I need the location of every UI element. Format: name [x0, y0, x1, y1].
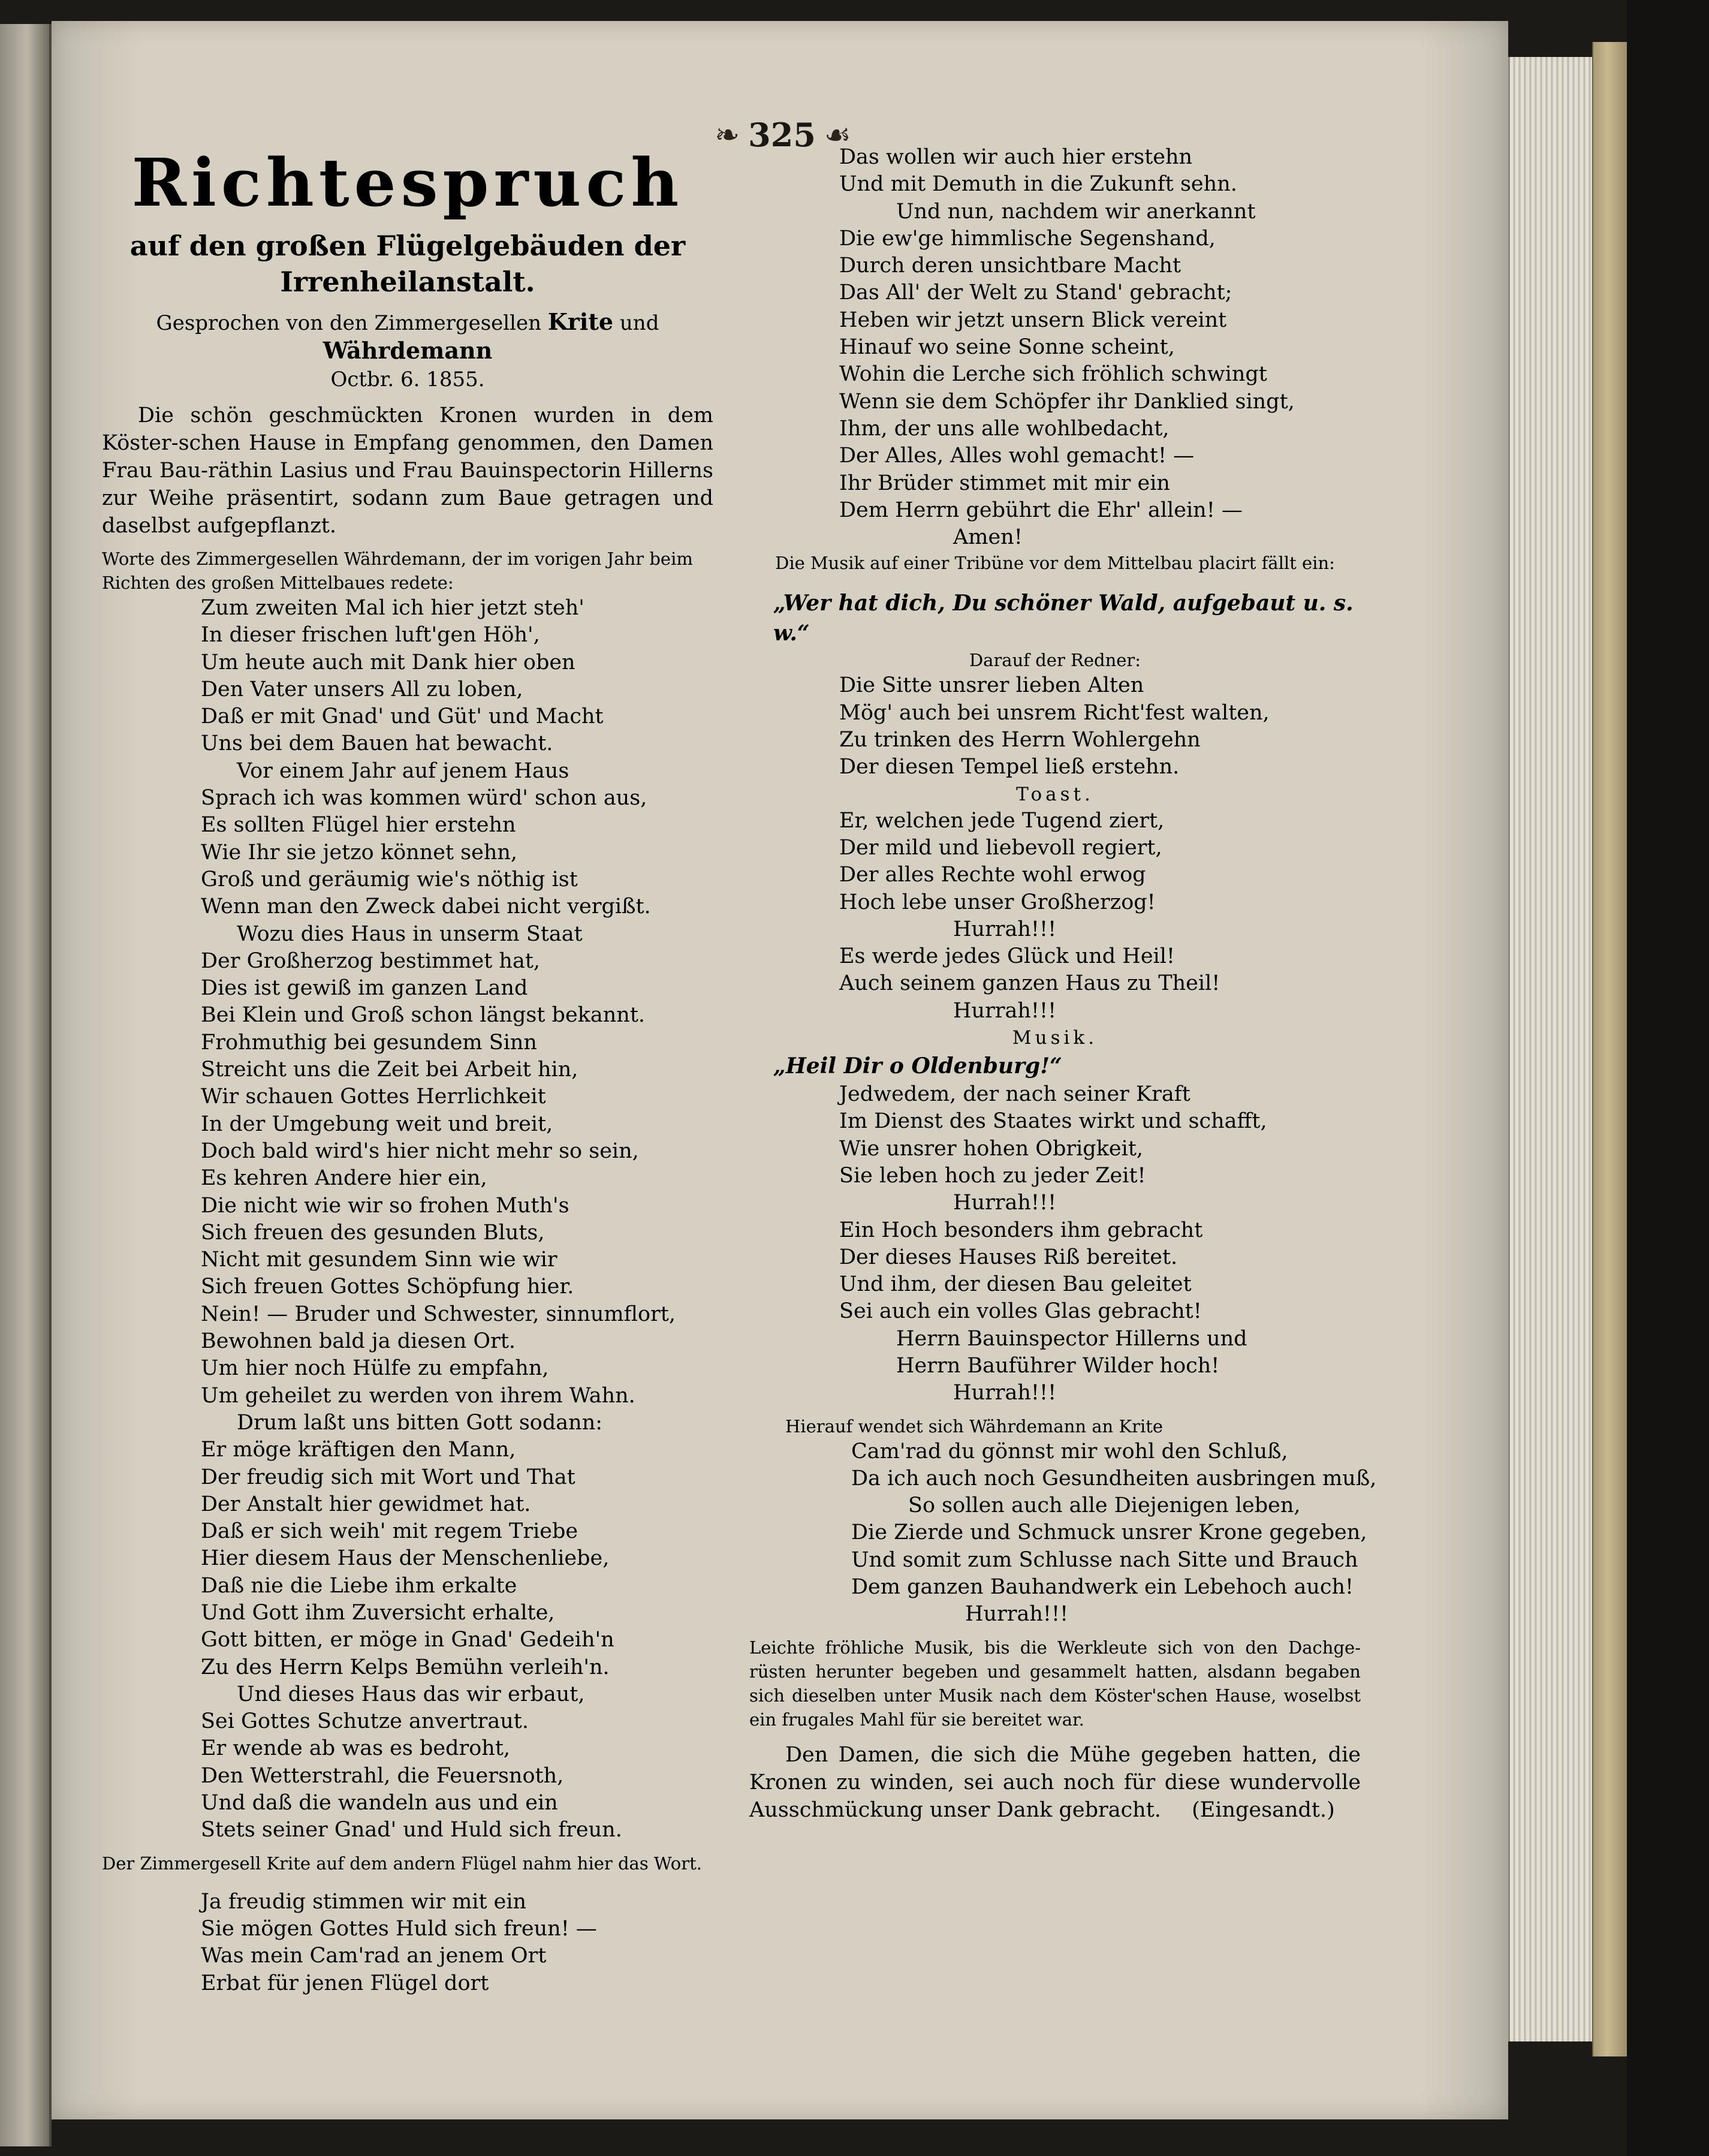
verse-line: Die Sitte unsrer lieben Alten [839, 673, 1144, 698]
verse-line: Daß nie die Liebe ihm erkalte [201, 1573, 517, 1598]
verse-line: Den Wetterstrahl, die Feuersnoth, [201, 1763, 564, 1788]
intro-paragraph [102, 402, 713, 540]
verse-line: Streicht uns die Zeit bei Arbeit hin, [201, 1058, 578, 1082]
verse-line: Wenn sie dem Schöpfer ihr Danklied singt, [839, 389, 1295, 414]
byline-name-krite: Krite [547, 308, 614, 335]
verse-line: Der mild und liebevoll regiert, [839, 835, 1162, 860]
verse-line: Um geheilet zu werden von ihrem Wahn. [201, 1383, 635, 1408]
verse-line: Groß und geräumig wie's nöthig ist [201, 867, 578, 892]
verse-line: Nicht mit gesundem Sinn wie wir [201, 1248, 557, 1272]
verse-line: Es kehren Andere hier ein, [201, 1166, 487, 1191]
verse-line: Was mein Cam'rad an jenem Ort [201, 1944, 547, 1968]
verse-line: Das All' der Welt zu Stand' gebracht; [839, 281, 1232, 305]
verse-line: Die Zierde und Schmuck unsrer Krone gegeben, [851, 1520, 1367, 1545]
verse-block-4 [839, 672, 1361, 781]
verse-line: Hurrah!!! [965, 1602, 1069, 1627]
final-note: Leichte fröhliche Musik, bis die Werkleute sich von den Dachge-rüsten herunter begeben und gesammelt hatten, alsdann begaben sich dieselben unter Musik nach dem Köster'schen Hause, woselbst ein frugales Mahl für sie bereitet war. [749, 1637, 1361, 1730]
verse-line: Erbat für jenen Flügel dort [201, 1971, 489, 1995]
verse-line: Hurrah!!! [953, 998, 1057, 1023]
verse-line: Zu trinken des Herrn Wohlergehn [839, 728, 1201, 752]
verse-line: Der dieses Hauses Riß bereitet. [839, 1245, 1178, 1269]
verse-line: Der alles Rechte wohl erwog [839, 863, 1146, 887]
right-column [749, 144, 1377, 1824]
verse-line: Und nun, nachdem wir anerkannt [896, 199, 1256, 224]
verse-line: Doch bald wird's hier nicht mehr so sein, [201, 1139, 639, 1163]
verse-block-5 [839, 808, 1361, 1025]
article-title: Richtespruch [131, 144, 684, 221]
verse-line: Und dieses Haus das wir erbaut, [237, 1682, 585, 1706]
byline-date: Octbr. 6. 1855. [330, 368, 485, 392]
verse-line: Gott bitten, er möge in Gnad' Gedeih'n [201, 1628, 614, 1652]
byline [102, 308, 713, 366]
verse-line: Drum laßt uns bitten Gott sodann: [237, 1410, 603, 1435]
verse-line: Hier diesem Haus der Menschenliebe, [201, 1546, 610, 1571]
verse-line: Sich freuen des gesunden Bluts, [201, 1220, 545, 1245]
verse-line: Wir schauen Gottes Herrlichkeit [201, 1085, 546, 1109]
verse-line: Er, welchen jede Tugend ziert, [839, 808, 1165, 833]
verse-line: In der Umgebung weit und breit, [201, 1112, 553, 1136]
verse-line: Wenn man den Zweck dabei nicht vergißt. [201, 895, 651, 919]
verse-line: Sprach ich was kommen würd' schon aus, [201, 786, 647, 811]
turn-note: Hierauf wendet sich Währdemann an Krite [785, 1416, 1164, 1437]
verse-line: Dem ganzen Bauhandwerk ein Lebehoch auch! [851, 1575, 1354, 1600]
music-note: Die Musik auf einer Tribüne vor dem Mittelbau placirt fällt ein: [775, 553, 1335, 574]
toast-heading: Toast. [1016, 783, 1094, 805]
verse-line: Ihm, der uns alle wohlbedacht, [839, 416, 1170, 441]
verse-line: Um hier noch Hülfe zu empfahn, [201, 1356, 549, 1381]
song-title-2: „Heil Dir o Oldenburg!“ [773, 1053, 1062, 1079]
verse-line: Hurrah!!! [953, 1381, 1057, 1405]
verse-block-6 [839, 1081, 1361, 1407]
intro-text: Die schön geschmückten Kronen wurden in dem Köster-schen Hause in Empfang genommen, den Damen Frau Bau-räthin Lasius und Frau Bauinspectorin Hillerns zur Weihe präsentirt, sodann zum Baue getragen und daselbst aufgepflanzt. [102, 404, 713, 538]
song-title-1: „Wer hat dich, Du schöner Wald, aufgebaut u. s. w.“ [773, 591, 1354, 646]
verse-line: Hinauf wo seine Sonne scheint, [839, 335, 1175, 360]
verse-line: Und ihm, der diesen Bau geleitet [839, 1272, 1192, 1297]
verse-block-2 [201, 1889, 713, 1997]
signature: (Eingesandt.) [1192, 1797, 1335, 1822]
byline-name-waehrdemann: Währdemann [322, 337, 493, 364]
left-column [102, 144, 713, 1997]
verse-line: Bei Klein und Groß schon längst bekannt. [201, 1003, 646, 1028]
verse-line: Bewohnen bald ja diesen Ort. [201, 1329, 516, 1354]
closing-text: Den Damen, die sich die Mühe gegeben hatten, die Kronen zu winden, sei auch noch für diese wundervolle Ausschmückung unser Dank gebracht. [749, 1742, 1361, 1822]
verse-line: Er wende ab was es bedroht, [201, 1736, 511, 1761]
scan-background [1627, 0, 1709, 2156]
verse-line: Sie leben hoch zu jeder Zeit! [839, 1163, 1146, 1188]
verse-line: Und mit Demuth in die Zukunft sehn. [839, 172, 1237, 197]
verse-block-1 [201, 595, 713, 1844]
verse-line: Amen! [953, 525, 1023, 550]
page-stack-edge [1508, 57, 1594, 2041]
verse-line: Wie Ihr sie jetzo könnet sehn, [201, 840, 518, 865]
verse-block-7 [851, 1438, 1377, 1628]
music-heading: Musik. [1012, 1027, 1098, 1049]
verse-line: Sei auch ein volles Glas gebracht! [839, 1299, 1202, 1324]
verse-line: Der freudig sich mit Wort und That [201, 1465, 575, 1489]
verse-line: Da ich auch noch Gesundheiten ausbringen muß, [851, 1466, 1377, 1490]
ornament-right-icon: ☙ [824, 118, 851, 152]
verse-line: Den Vater unsers All zu loben, [201, 677, 523, 701]
verse-line: Daß er mit Gnad' und Güt' und Macht [201, 704, 604, 729]
verse-line: Und somit zum Schlusse nach Sitte und Brauch [851, 1547, 1358, 1572]
verse-line: Vor einem Jahr auf jenem Haus [237, 758, 569, 783]
verse-line: Der Anstalt hier gewidmet hat. [201, 1492, 531, 1516]
verse-line: Er möge kräftigen den Mann, [201, 1438, 516, 1462]
verse-line: In dieser frischen luft'gen Höh', [201, 623, 540, 648]
verse-line: Durch deren unsichtbare Macht [839, 254, 1181, 278]
verse-line: Und daß die wandeln aus und ein [201, 1791, 558, 1815]
verse-line: Ja freudig stimmen wir mit ein [201, 1889, 527, 1914]
verse-line: Zum zweiten Mal ich hier jetzt steh' [201, 596, 584, 620]
page-number: 325 [748, 116, 816, 154]
speaker2-note: Der Zimmergesell Krite auf dem andern Flügel nahm hier das Wort. [102, 1853, 702, 1874]
verse-line: Dem Herrn gebührt die Ehr' allein! — [839, 498, 1243, 522]
verse-line: Es sollten Flügel hier erstehn [201, 813, 516, 838]
verse-line: Auch seinem ganzen Haus zu Theil! [839, 971, 1220, 996]
verse-line: Ein Hoch besonders ihm gebracht [839, 1218, 1203, 1242]
verse-line: Jedwedem, der nach seiner Kraft [839, 1082, 1190, 1107]
verse-line: Ihr Brüder stimmet mit mir ein [839, 471, 1170, 495]
verse-line: Die ew'ge himmlische Segenshand, [839, 226, 1216, 251]
verse-line: Wozu dies Haus in unserm Staat [237, 922, 583, 946]
verse-line: Es werde jedes Glück und Heil! [839, 944, 1175, 969]
verse-line: Herrn Bauführer Wilder hoch! [896, 1353, 1220, 1378]
verse-block-3 [839, 144, 1361, 551]
verse-line: Wie unsrer hohen Obrigkeit, [839, 1136, 1144, 1161]
verse-line: Und Gott ihm Zuversicht erhalte, [201, 1600, 555, 1625]
verse-line: Mög' auch bei unsrem Richt'fest walten, [839, 700, 1270, 725]
verse-line: Hoch lebe unser Großherzog! [839, 890, 1156, 914]
verse-line: Sich freuen Gottes Schöpfung hier. [201, 1275, 574, 1299]
verse-line: Der Großherzog bestimmet hat, [201, 948, 541, 973]
verse-line: Um heute auch mit Dank hier oben [201, 650, 575, 674]
verse-line: Stets seiner Gnad' und Huld sich freun. [201, 1818, 622, 1842]
verse-line: Der diesen Tempel ließ erstehn. [839, 755, 1180, 779]
verse-line: Im Dienst des Staates wirkt und schafft, [839, 1109, 1267, 1134]
verse-line: Dies ist gewiß im ganzen Land [201, 976, 528, 1001]
verse-line: Frohmuthig bei gesundem Sinn [201, 1030, 537, 1055]
verse-line: Sei Gottes Schutze anvertraut. [201, 1709, 529, 1734]
verse-line: Herrn Bauinspector Hillerns und [896, 1326, 1247, 1351]
closing-paragraph [749, 1741, 1361, 1824]
byline-und: und [619, 311, 659, 335]
article-subtitle: auf den großen Flügelgebäuden der Irrenheilanstalt. [129, 230, 686, 298]
verse-line: Wohin die Lerche sich fröhlich schwingt [839, 362, 1267, 387]
byline-prefix: Gesprochen von den Zimmergesellen [156, 311, 542, 335]
verse-line: Das wollen wir auch hier erstehn [839, 145, 1193, 169]
verse-line: Der Alles, Alles wohl gemacht! — [839, 444, 1195, 468]
verse-line: Sie mögen Gottes Huld sich freun! — [201, 1916, 597, 1941]
verse-line: Nein! — Bruder und Schwester, sinnumflort, [201, 1302, 676, 1326]
book-cover-edge [1592, 42, 1628, 2056]
speaker-note: Worte des Zimmergesellen Währdemann, der im vorigen Jahr beim Richten des großen Mittelbaues redete: [102, 549, 693, 593]
left-page-edge [0, 24, 52, 2146]
verse-line: Hurrah!!! [953, 917, 1057, 941]
redner-note: Darauf der Redner: [969, 650, 1141, 671]
verse-line: So sollen auch alle Diejenigen leben, [908, 1493, 1301, 1518]
verse-line: Die nicht wie wir so frohen Muth's [201, 1193, 569, 1218]
verse-line: Zu des Herrn Kelps Bemühn verleih'n. [201, 1655, 610, 1679]
ornament-left-icon: ❧ [715, 118, 740, 152]
verse-line: Uns bei dem Bauen hat bewacht. [201, 731, 553, 756]
verse-line: Cam'rad du gönnst mir wohl den Schluß, [851, 1439, 1288, 1464]
verse-line: Heben wir jetzt unsern Blick vereint [839, 308, 1227, 332]
verse-line: Daß er sich weih' mit regem Triebe [201, 1519, 578, 1544]
verse-line: Hurrah!!! [953, 1191, 1057, 1215]
